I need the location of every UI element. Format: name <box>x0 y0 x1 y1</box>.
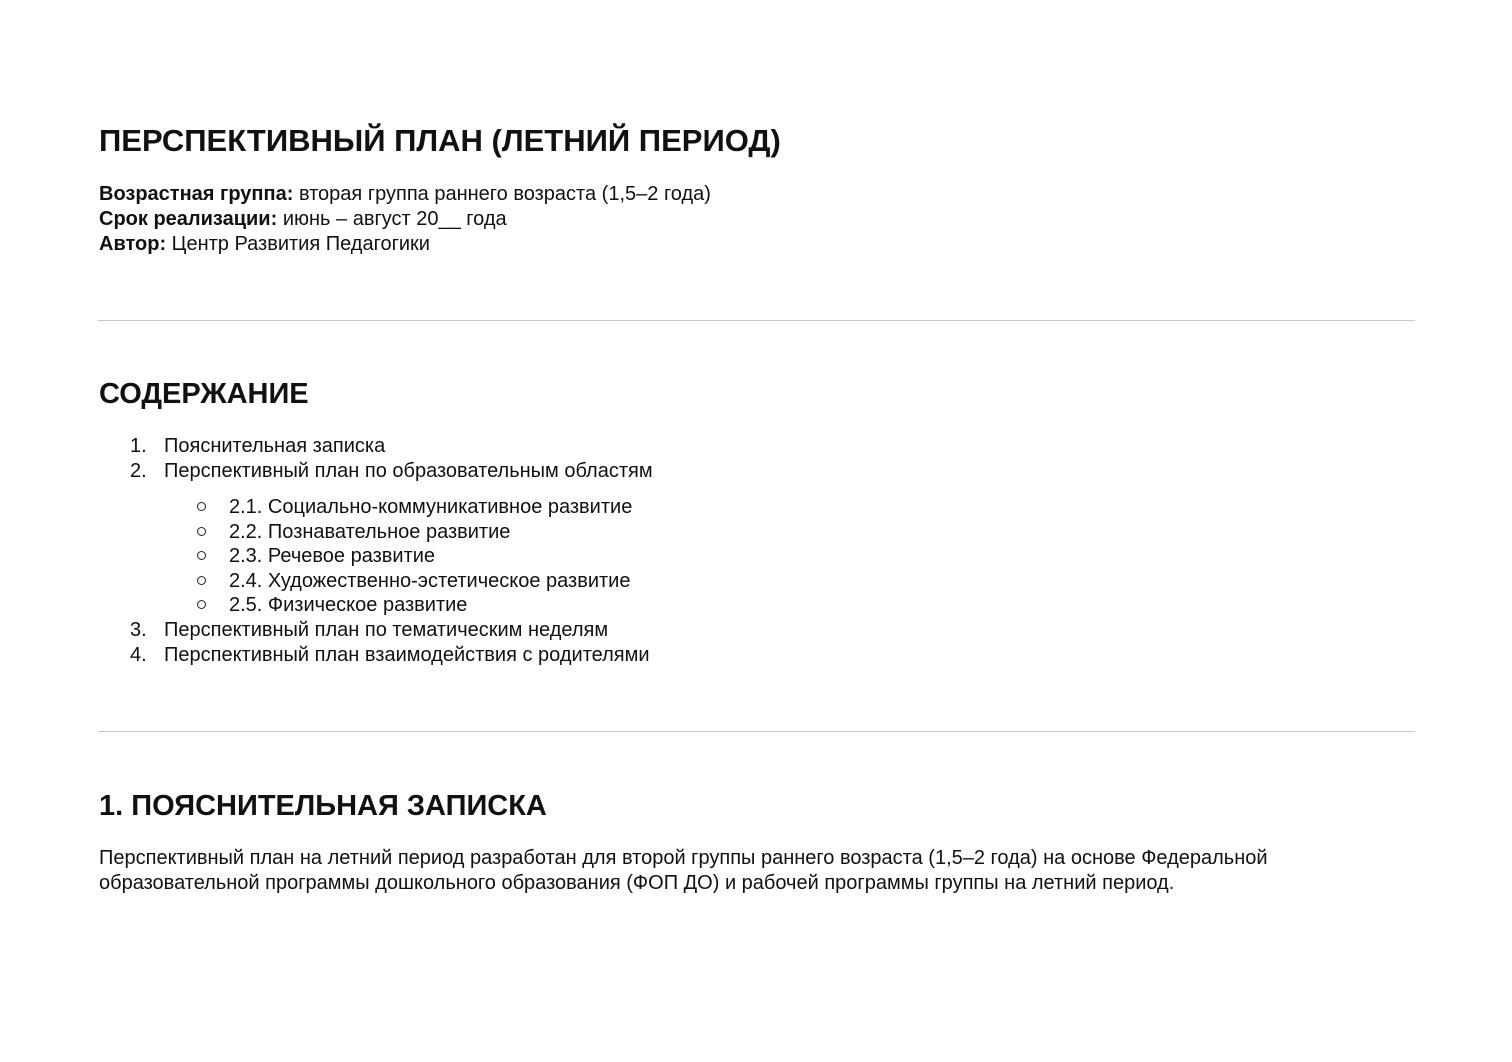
toc-item-text: Перспективный план по образовательным областям <box>164 460 653 482</box>
meta-author-label: Автор: <box>99 233 167 255</box>
section-1-paragraph: Перспективный план на летний период разработан для второй группы раннего возраста (1,5–2 года) на основе Федеральной образовательной программы дошкольного образования (ФОП ДО) и рабочей программы группы на летний период. <box>99 847 1268 894</box>
toc-subitem-text: 2.1. Социально-коммуникативное развитие <box>229 496 633 518</box>
meta-age-group-value: вторая группа раннего возраста (1,5–2 года) <box>298 183 711 205</box>
toc-item-number: 3. <box>130 618 147 641</box>
toc-item-number: 4. <box>130 643 147 666</box>
divider <box>98 731 1415 732</box>
toc-item-number: 2. <box>130 460 147 482</box>
document-title: ПЕРСПЕКТИВНЫЙ ПЛАН (ЛЕТНИЙ ПЕРИОД) <box>99 123 781 158</box>
meta-author <box>99 232 711 257</box>
meta-term <box>99 207 711 232</box>
circle-bullet-icon <box>197 502 206 511</box>
toc-subitem-text: 2.5. Физическое развитие <box>229 594 468 617</box>
toc-item-text: Перспективный план взаимодействия с родителями <box>164 643 650 666</box>
toc-item-text: Пояснительная записка <box>164 435 386 457</box>
toc-item-text: Перспективный план по тематическим неделям <box>164 618 609 641</box>
meta-term-label: Срок реализации: <box>99 208 278 230</box>
document-meta <box>99 182 711 257</box>
meta-term-value: июнь – август 20__ года <box>282 208 507 230</box>
toc-subitem-text: 2.2. Познавательное развитие <box>229 520 511 543</box>
meta-age-group-label: Возрастная группа: <box>99 183 294 205</box>
toc-title: СОДЕРЖАНИЕ <box>99 378 309 410</box>
circle-bullet-icon <box>197 551 206 560</box>
divider <box>98 320 1415 321</box>
circle-bullet-icon <box>197 527 206 536</box>
meta-age-group <box>99 182 711 207</box>
section-1-title: 1. ПОЯСНИТЕЛЬНАЯ ЗАПИСКА <box>99 790 547 822</box>
circle-bullet-icon <box>197 576 206 585</box>
toc-subitem-text: 2.4. Художественно-эстетическое развитие <box>229 569 631 592</box>
toc-item-number: 1. <box>130 435 147 457</box>
toc-subitem-text: 2.3. Речевое развитие <box>229 545 436 568</box>
meta-author-value: Центр Развития Педагогики <box>171 233 430 255</box>
circle-bullet-icon <box>197 600 206 609</box>
